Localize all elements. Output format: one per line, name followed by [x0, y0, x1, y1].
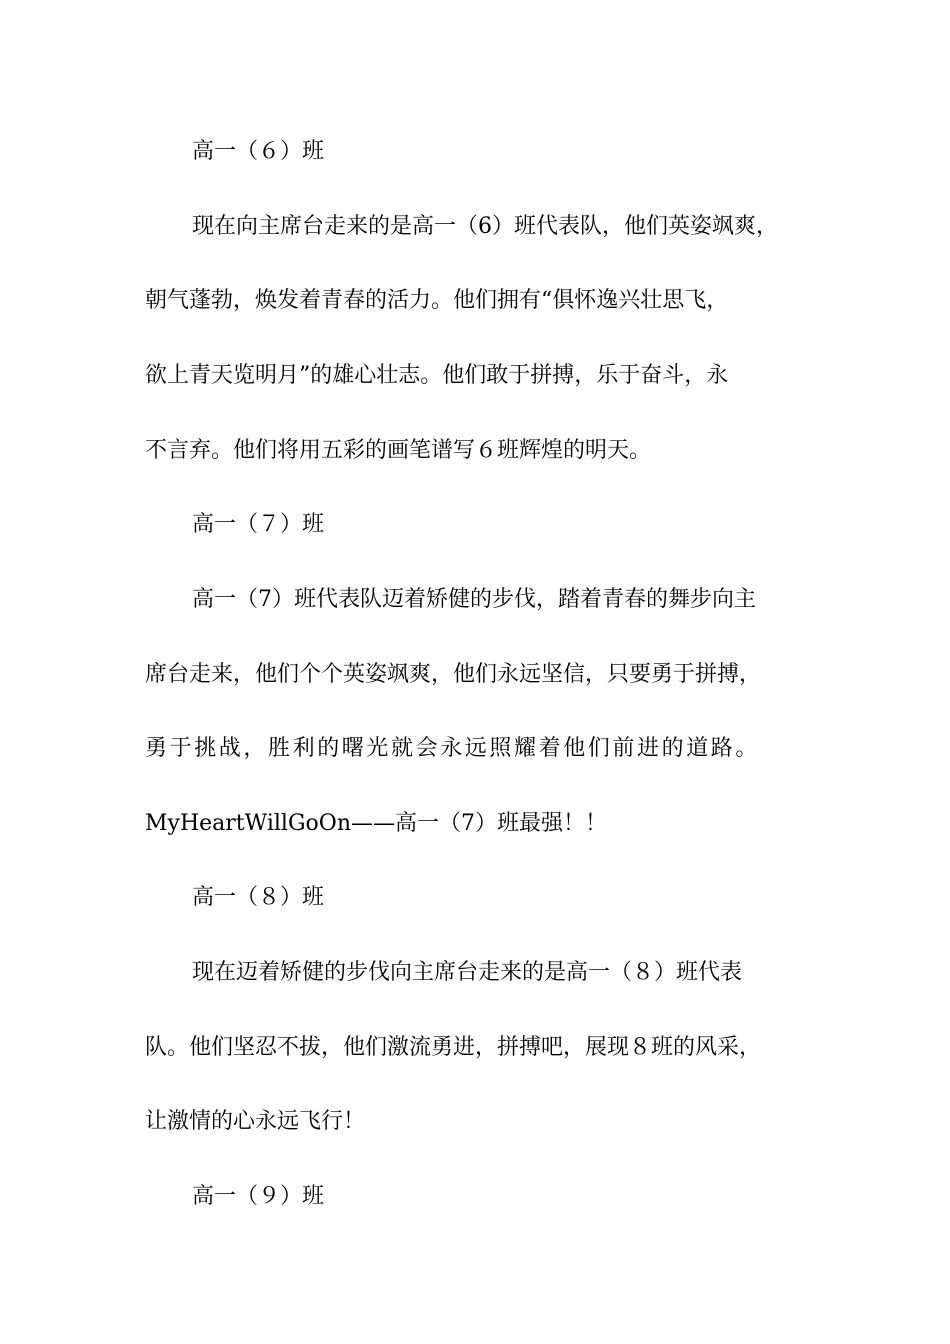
paragraph-line: 欲上青天览明月”的雄心壮志。他们敢于拼搏，乐于奋斗，永	[145, 363, 729, 388]
paragraph-line: 让激情的心永远飞行！	[145, 1109, 366, 1134]
paragraph-line: 高一（7）班代表队迈着矫健的步伐，踏着青春的舞步向主	[192, 587, 756, 612]
paragraph-line: 现在向主席台走来的是高一（6）班代表队，他们英姿飒爽，	[192, 214, 778, 239]
class-7-heading: 高一（７）班	[192, 512, 325, 537]
paragraph-line: 队。他们坚忍不拔，他们激流勇进，拼搏吧，展现８班的风采，	[145, 1035, 762, 1060]
paragraph-line: 席台走来，他们个个英姿飒爽，他们永远坚信，只要勇于拼搏，	[145, 662, 762, 687]
class-8-heading: 高一（８）班	[192, 885, 325, 910]
paragraph-line: 现在迈着矫健的步伐向主席台走来的是高一（８）班代表	[192, 960, 743, 985]
paragraph-line: MyHeartWillGoOn——高一（7）班最强！！	[145, 811, 607, 836]
paragraph-line: 朝气蓬勃，焕发着青春的活力。他们拥有“俱怀逸兴壮思飞，	[145, 288, 729, 313]
paragraph-line: 不言弃。他们将用五彩的画笔谱写６班辉煌的明天。	[145, 438, 652, 463]
paragraph-line: 勇于挑战，胜利的曙光就会永远照耀着他们前进的道路。	[145, 736, 761, 761]
class-9-heading: 高一（９）班	[192, 1184, 325, 1209]
class-6-heading: 高一（６）班	[192, 139, 325, 164]
